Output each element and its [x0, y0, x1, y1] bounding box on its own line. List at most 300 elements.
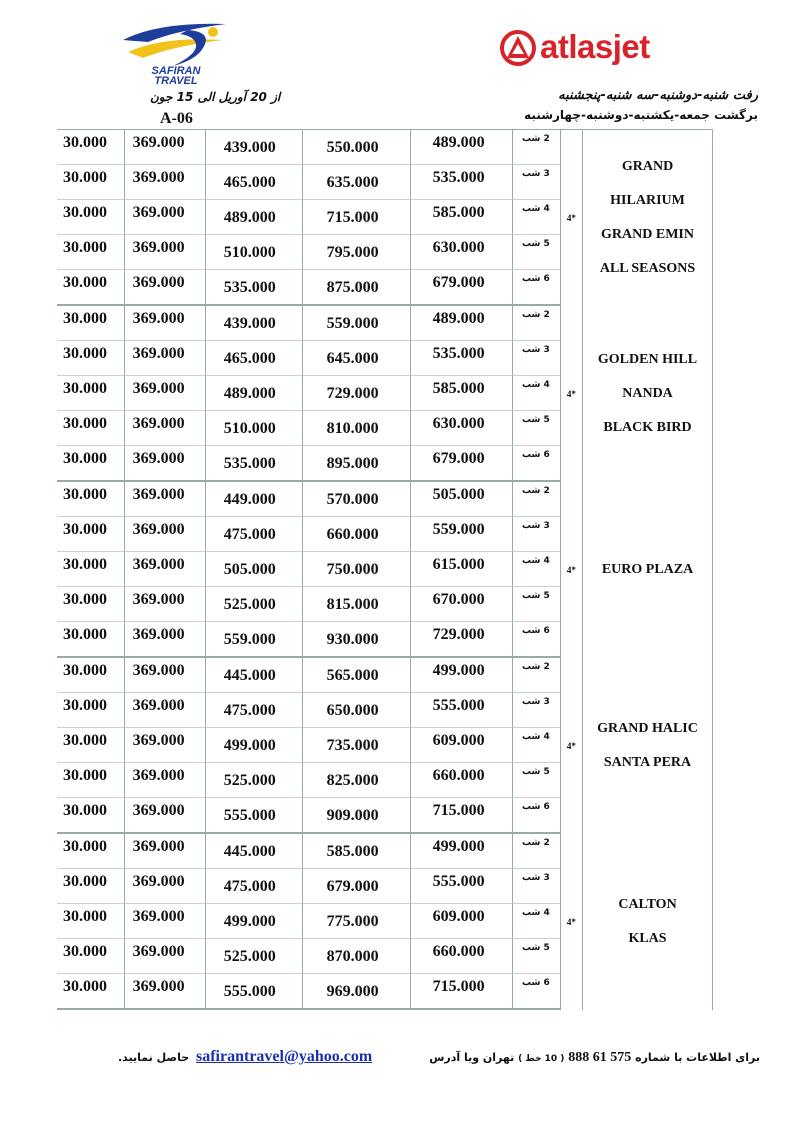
price-cell-b — [124, 165, 205, 200]
price-cell-e — [410, 939, 512, 974]
price-cell-b — [124, 869, 205, 904]
footer-phone: 575 61 888 — [568, 1050, 632, 1065]
price-value: 750.000 — [326, 561, 379, 578]
price-value: 475.000 — [223, 702, 276, 719]
price-cell-e — [410, 517, 512, 552]
nights-label: 2 شب — [521, 662, 550, 672]
price-cell-a — [57, 974, 124, 1010]
hotel-name: KLAS — [628, 931, 667, 946]
price-value: 369.000 — [132, 978, 185, 995]
price-cell-d — [302, 306, 410, 341]
price-value: 30.000 — [63, 767, 107, 784]
price-cell-c — [205, 834, 302, 869]
price-cell-c — [205, 728, 302, 763]
price-cell-e — [410, 798, 512, 834]
price-value: 30.000 — [63, 978, 107, 995]
price-value: 369.000 — [132, 943, 185, 960]
price-value: 585.000 — [432, 380, 485, 397]
price-cell-a — [57, 693, 124, 728]
price-value: 489.000 — [223, 209, 276, 226]
price-cell-b — [124, 834, 205, 869]
price-value: 30.000 — [63, 134, 107, 151]
hotel-name: GRAND HILARIUM — [610, 159, 685, 208]
footer-lines: ( 10 خط ) — [518, 1054, 565, 1064]
nights-label: 2 شب — [521, 134, 550, 144]
price-value: 30.000 — [63, 908, 107, 925]
safiran-logo-line1: SAFIRAN — [151, 65, 201, 77]
price-cell-b — [124, 728, 205, 763]
price-cell-a — [57, 622, 124, 658]
hotel-name: CALTON — [618, 897, 677, 912]
price-cell-d — [302, 763, 410, 798]
price-cell-e — [410, 446, 512, 482]
price-cell-b — [124, 306, 205, 341]
price-cell-b — [124, 376, 205, 411]
price-value: 660.000 — [326, 526, 379, 543]
price-value: 499.000 — [223, 737, 276, 754]
price-cell-c — [205, 869, 302, 904]
price-cell-d — [302, 235, 410, 270]
nights-label: 4 شب — [521, 908, 550, 918]
price-cell-a — [57, 306, 124, 341]
price-cell-c — [205, 482, 302, 517]
price-value: 30.000 — [63, 169, 107, 186]
atlasjet-emblem-icon — [498, 28, 538, 68]
price-cell-e — [410, 834, 512, 869]
price-value: 30.000 — [63, 873, 107, 890]
price-cell-e — [410, 658, 512, 693]
price-cell-e — [410, 235, 512, 270]
nights-label: 3 شب — [521, 345, 550, 355]
price-value: 559.000 — [223, 631, 276, 648]
price-value: 555.000 — [432, 873, 485, 890]
footer-prefix: برای اطلاعات با شماره — [635, 1051, 760, 1064]
price-cell-c — [205, 446, 302, 482]
price-value: 369.000 — [132, 310, 185, 327]
price-cell-d — [302, 411, 410, 446]
price-value: 609.000 — [432, 908, 485, 925]
hotel-names-cell — [582, 129, 713, 306]
price-cell-c — [205, 129, 302, 165]
price-value: 535.000 — [432, 345, 485, 362]
price-cell-d — [302, 728, 410, 763]
price-value: 30.000 — [63, 380, 107, 397]
price-value: 550.000 — [326, 139, 379, 156]
price-value: 679.000 — [432, 450, 485, 467]
hotel-names-cell — [582, 306, 713, 482]
price-cell-a — [57, 517, 124, 552]
nights-cell — [512, 129, 560, 165]
price-value: 535.000 — [432, 169, 485, 186]
hotel-name: GRAND EMIN — [601, 227, 694, 242]
price-cell-a — [57, 411, 124, 446]
price-value: 369.000 — [132, 274, 185, 291]
hotel-names-cell — [582, 482, 713, 658]
price-cell-e — [410, 904, 512, 939]
price-value: 555.000 — [223, 807, 276, 824]
nights-cell — [512, 200, 560, 235]
price-cell-c — [205, 270, 302, 306]
price-cell-d — [302, 517, 410, 552]
price-value: 615.000 — [432, 556, 485, 573]
price-cell-e — [410, 376, 512, 411]
price-value: 715.000 — [326, 209, 379, 226]
price-cell-c — [205, 306, 302, 341]
nights-label: 5 شب — [521, 591, 550, 601]
price-value: 30.000 — [63, 310, 107, 327]
price-cell-d — [302, 129, 410, 165]
price-cell-e — [410, 270, 512, 306]
hotel-name: EURO PLAZA — [601, 562, 694, 577]
nights-cell — [512, 728, 560, 763]
nights-cell — [512, 763, 560, 798]
price-cell-d — [302, 904, 410, 939]
price-value: 369.000 — [132, 134, 185, 151]
price-cell-a — [57, 728, 124, 763]
package-code: A-06 — [160, 110, 193, 127]
price-cell-a — [57, 798, 124, 834]
price-cell-c — [205, 587, 302, 622]
price-cell-b — [124, 798, 205, 834]
price-value: 870.000 — [326, 948, 379, 965]
price-value: 555.000 — [432, 697, 485, 714]
price-value: 505.000 — [432, 486, 485, 503]
price-value: 369.000 — [132, 239, 185, 256]
price-cell-d — [302, 939, 410, 974]
price-cell-b — [124, 200, 205, 235]
price-value: 525.000 — [223, 948, 276, 965]
price-cell-a — [57, 165, 124, 200]
price-cell-a — [57, 658, 124, 693]
price-value: 30.000 — [63, 697, 107, 714]
price-value: 565.000 — [326, 667, 379, 684]
price-value: 679.000 — [432, 274, 485, 291]
price-cell-e — [410, 341, 512, 376]
price-value: 30.000 — [63, 943, 107, 960]
price-value: 825.000 — [326, 772, 379, 789]
price-cell-a — [57, 376, 124, 411]
price-cell-a — [57, 129, 124, 165]
price-value: 679.000 — [326, 878, 379, 895]
star-rating: 4* — [560, 129, 582, 306]
price-value: 810.000 — [326, 420, 379, 437]
price-value: 795.000 — [326, 244, 379, 261]
nights-label: 4 شب — [521, 732, 550, 742]
nights-cell — [512, 376, 560, 411]
star-rating: 4* — [560, 658, 582, 834]
hotel-name: SANTA PERA — [603, 755, 692, 770]
price-cell-e — [410, 411, 512, 446]
price-value: 369.000 — [132, 415, 185, 432]
price-cell-b — [124, 763, 205, 798]
price-cell-b — [124, 446, 205, 482]
hotel-name: GRAND HALIC — [597, 721, 698, 736]
price-value: 585.000 — [432, 204, 485, 221]
price-cell-b — [124, 974, 205, 1010]
table-row — [57, 658, 713, 693]
star-rating: 4* — [560, 482, 582, 658]
price-value: 525.000 — [223, 596, 276, 613]
table-row — [57, 834, 713, 869]
price-value: 369.000 — [132, 767, 185, 784]
page-header — [0, 0, 800, 130]
price-cell-b — [124, 552, 205, 587]
price-value: 660.000 — [432, 943, 485, 960]
hotel-names-cell — [582, 658, 713, 834]
price-cell-e — [410, 693, 512, 728]
hotel-name: GOLDEN HILL — [597, 352, 698, 367]
price-value: 510.000 — [223, 420, 276, 437]
price-cell-b — [124, 587, 205, 622]
price-cell-c — [205, 165, 302, 200]
price-value: 369.000 — [132, 838, 185, 855]
price-value: 369.000 — [132, 521, 185, 538]
price-cell-b — [124, 482, 205, 517]
price-cell-a — [57, 235, 124, 270]
price-cell-a — [57, 869, 124, 904]
table-row — [57, 306, 713, 341]
price-cell-d — [302, 482, 410, 517]
return-days: برگشت جمعه-یکشنبه-دوشنبه-چهارشنبه — [524, 108, 758, 122]
price-value: 969.000 — [326, 983, 379, 1000]
price-cell-c — [205, 341, 302, 376]
star-rating: 4* — [560, 834, 582, 1010]
nights-cell — [512, 834, 560, 869]
price-cell-e — [410, 869, 512, 904]
hotel-name: BLACK BIRD — [603, 420, 692, 435]
price-value: 369.000 — [132, 732, 185, 749]
footer-contact-text — [429, 1050, 760, 1066]
price-value: 475.000 — [223, 526, 276, 543]
price-value: 735.000 — [326, 737, 379, 754]
price-value: 369.000 — [132, 626, 185, 643]
atlasjet-logo-text: atlasjet — [540, 28, 650, 65]
price-table — [57, 129, 713, 1010]
nights-label: 5 شب — [521, 415, 550, 425]
price-cell-b — [124, 904, 205, 939]
price-value: 465.000 — [223, 174, 276, 191]
nights-label: 6 شب — [521, 274, 550, 284]
price-value: 510.000 — [223, 244, 276, 261]
price-value: 30.000 — [63, 486, 107, 503]
price-value: 660.000 — [432, 767, 485, 784]
page-footer — [0, 1048, 800, 1078]
price-cell-a — [57, 482, 124, 517]
price-cell-d — [302, 165, 410, 200]
price-value: 30.000 — [63, 204, 107, 221]
price-value: 650.000 — [326, 702, 379, 719]
price-value: 489.000 — [223, 385, 276, 402]
price-value: 715.000 — [432, 978, 485, 995]
price-value: 559.000 — [326, 315, 379, 332]
nights-label: 3 شب — [521, 169, 550, 179]
price-value: 670.000 — [432, 591, 485, 608]
price-value: 369.000 — [132, 873, 185, 890]
price-cell-d — [302, 270, 410, 306]
price-value: 499.000 — [432, 662, 485, 679]
price-value: 30.000 — [63, 626, 107, 643]
price-value: 30.000 — [63, 239, 107, 256]
nights-cell — [512, 587, 560, 622]
price-value: 635.000 — [326, 174, 379, 191]
price-value: 585.000 — [326, 843, 379, 860]
price-cell-c — [205, 763, 302, 798]
price-value: 489.000 — [432, 310, 485, 327]
nights-label: 6 شب — [521, 450, 550, 460]
nights-label: 2 شب — [521, 310, 550, 320]
price-cell-a — [57, 587, 124, 622]
price-cell-a — [57, 552, 124, 587]
star-rating: 4* — [560, 306, 582, 482]
price-value: 535.000 — [223, 455, 276, 472]
price-value: 445.000 — [223, 667, 276, 684]
price-value: 369.000 — [132, 380, 185, 397]
price-value: 729.000 — [432, 626, 485, 643]
price-cell-b — [124, 658, 205, 693]
price-cell-a — [57, 200, 124, 235]
price-value: 499.000 — [432, 838, 485, 855]
date-range: از 20 آوریل الی 15 جون — [150, 90, 281, 104]
price-value: 30.000 — [63, 274, 107, 291]
price-cell-d — [302, 834, 410, 869]
price-value: 630.000 — [432, 239, 485, 256]
price-cell-b — [124, 517, 205, 552]
nights-label: 3 شب — [521, 873, 550, 883]
price-cell-e — [410, 763, 512, 798]
price-cell-d — [302, 341, 410, 376]
price-value: 930.000 — [326, 631, 379, 648]
price-cell-d — [302, 446, 410, 482]
price-cell-e — [410, 200, 512, 235]
price-value: 30.000 — [63, 521, 107, 538]
price-value: 449.000 — [223, 491, 276, 508]
price-value: 369.000 — [132, 450, 185, 467]
hotel-name: ALL SEASONS — [599, 261, 696, 276]
safiran-travel-logo — [118, 20, 233, 90]
price-cell-e — [410, 728, 512, 763]
price-value: 909.000 — [326, 807, 379, 824]
footer-suffix: حاصل نمایید. — [118, 1051, 190, 1064]
nights-label: 6 شب — [521, 626, 550, 636]
nights-cell — [512, 622, 560, 658]
price-value: 439.000 — [223, 315, 276, 332]
price-value: 505.000 — [223, 561, 276, 578]
price-value: 475.000 — [223, 878, 276, 895]
nights-label: 4 شب — [521, 556, 550, 566]
hotel-name: NANDA — [622, 386, 673, 401]
price-value: 465.000 — [223, 350, 276, 367]
price-value: 555.000 — [223, 983, 276, 1000]
price-cell-d — [302, 658, 410, 693]
price-cell-d — [302, 552, 410, 587]
nights-cell — [512, 552, 560, 587]
nights-label: 3 شب — [521, 521, 550, 531]
price-cell-a — [57, 939, 124, 974]
price-cell-c — [205, 376, 302, 411]
price-cell-e — [410, 552, 512, 587]
price-value: 369.000 — [132, 697, 185, 714]
nights-cell — [512, 798, 560, 834]
price-cell-d — [302, 798, 410, 834]
price-cell-b — [124, 693, 205, 728]
nights-cell — [512, 446, 560, 482]
nights-cell — [512, 904, 560, 939]
price-cell-c — [205, 552, 302, 587]
price-value: 525.000 — [223, 772, 276, 789]
price-cell-c — [205, 235, 302, 270]
nights-label: 6 شب — [521, 802, 550, 812]
price-value: 729.000 — [326, 385, 379, 402]
price-cell-a — [57, 341, 124, 376]
nights-cell — [512, 411, 560, 446]
nights-cell — [512, 869, 560, 904]
price-value: 369.000 — [132, 486, 185, 503]
price-value: 369.000 — [132, 802, 185, 819]
price-cell-c — [205, 517, 302, 552]
price-value: 445.000 — [223, 843, 276, 860]
nights-label: 4 شب — [521, 380, 550, 390]
price-cell-c — [205, 658, 302, 693]
price-cell-c — [205, 693, 302, 728]
table-row — [57, 129, 713, 165]
price-value: 369.000 — [132, 591, 185, 608]
price-value: 30.000 — [63, 662, 107, 679]
nights-label: 5 شب — [521, 767, 550, 777]
price-cell-d — [302, 693, 410, 728]
price-cell-d — [302, 587, 410, 622]
email-link[interactable]: safirantravel@yahoo.com — [196, 1048, 373, 1065]
nights-cell — [512, 482, 560, 517]
price-cell-c — [205, 200, 302, 235]
price-value: 489.000 — [432, 134, 485, 151]
price-value: 30.000 — [63, 838, 107, 855]
price-cell-b — [124, 411, 205, 446]
nights-cell — [512, 235, 560, 270]
safiran-logo-line2: TRAVEL — [154, 75, 198, 87]
price-value: 715.000 — [432, 802, 485, 819]
price-value: 609.000 — [432, 732, 485, 749]
price-cell-b — [124, 341, 205, 376]
price-value: 775.000 — [326, 913, 379, 930]
price-cell-a — [57, 270, 124, 306]
price-cell-e — [410, 587, 512, 622]
price-cell-a — [57, 904, 124, 939]
nights-label: 3 شب — [521, 697, 550, 707]
price-value: 875.000 — [326, 279, 379, 296]
price-value: 30.000 — [63, 450, 107, 467]
price-value: 30.000 — [63, 732, 107, 749]
price-value: 535.000 — [223, 279, 276, 296]
nights-cell — [512, 517, 560, 552]
departure-days: رفت شنبه-دوشنبه-سه شنبه-پنجشنبه — [558, 88, 758, 103]
nights-label: 5 شب — [521, 239, 550, 249]
hotel-names-cell — [582, 834, 713, 1010]
price-cell-e — [410, 482, 512, 517]
nights-cell — [512, 270, 560, 306]
nights-cell — [512, 939, 560, 974]
price-cell-e — [410, 974, 512, 1010]
table-row — [57, 482, 713, 517]
price-cell-b — [124, 622, 205, 658]
price-cell-c — [205, 798, 302, 834]
price-value: 570.000 — [326, 491, 379, 508]
price-cell-d — [302, 974, 410, 1010]
price-value: 499.000 — [223, 913, 276, 930]
price-value: 30.000 — [63, 345, 107, 362]
price-value: 645.000 — [326, 350, 379, 367]
price-value: 369.000 — [132, 345, 185, 362]
price-cell-b — [124, 235, 205, 270]
